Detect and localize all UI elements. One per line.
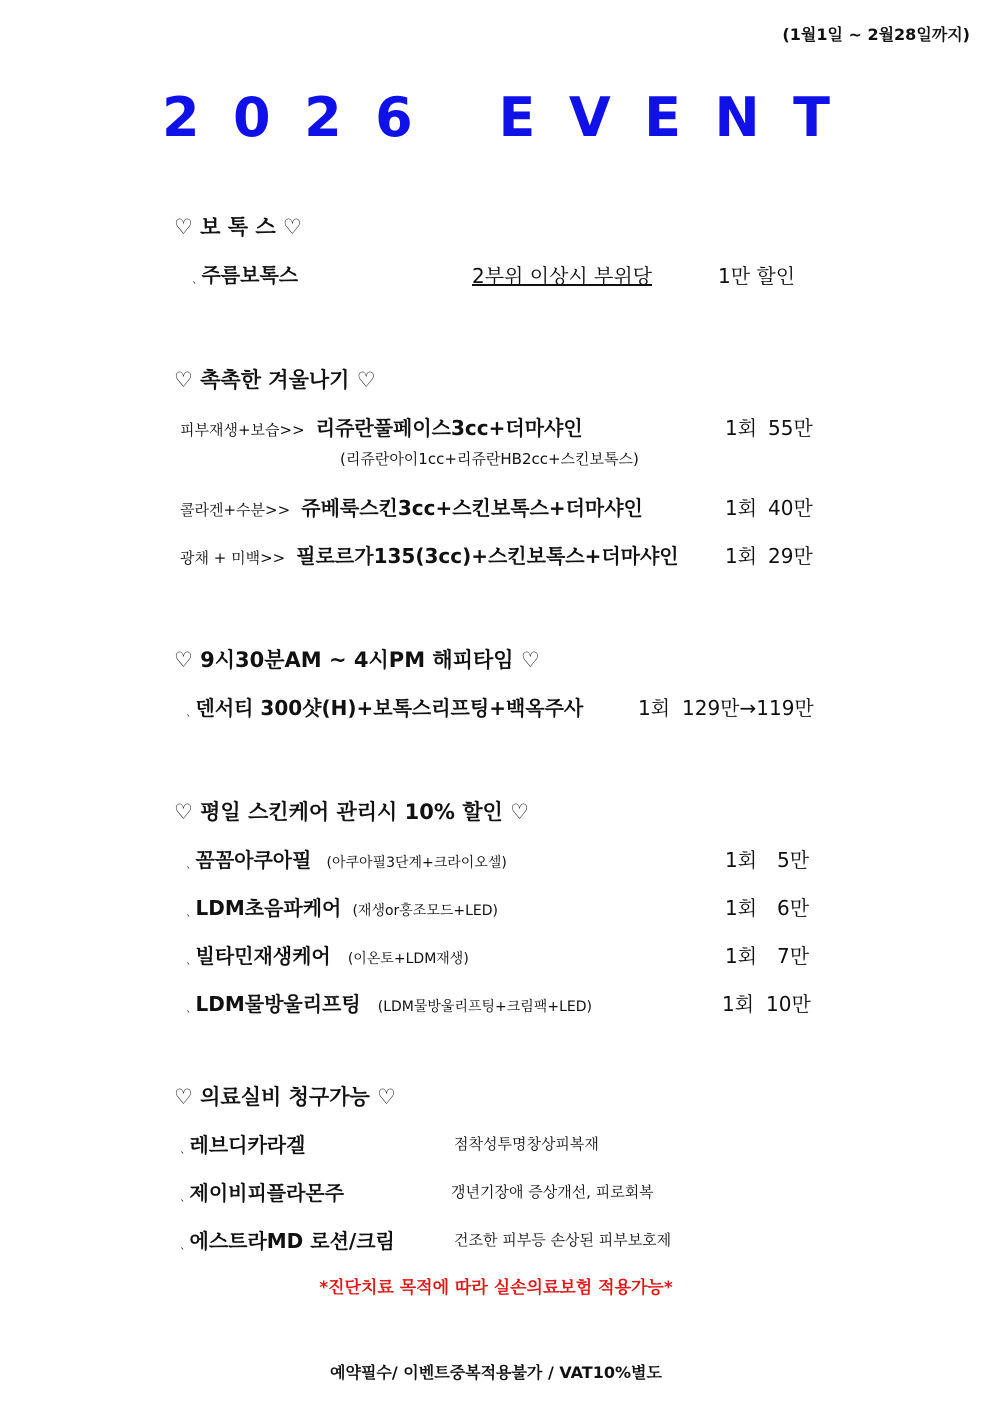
bullet-mark: ˎ xyxy=(186,1000,192,1013)
event-period: (1월1일 ~ 2월28일까지) xyxy=(782,25,970,44)
item-count: 1회 xyxy=(725,896,758,920)
item-name: 에스트라MD 로션/크림 xyxy=(189,1229,395,1253)
section-heading-happytime: ♡ 9시30분AM ~ 4시PM 해피타임 ♡ xyxy=(174,648,540,672)
insurance-note: *진단치료 목적에 따라 실손의료보험 적용가능* xyxy=(319,1278,673,1298)
bullet-mark: ˎ xyxy=(186,952,192,965)
item-name: LDM물방울리프팅 xyxy=(195,992,361,1016)
insurance-item xyxy=(180,1177,344,1206)
botox-discount: 1만 할인 xyxy=(718,264,796,288)
botox-item xyxy=(192,259,298,288)
item-name: 덴서티 300샷(H)+보톡스리프팅+백옥주사 xyxy=(195,696,584,720)
bullet-mark: ˎ xyxy=(186,904,192,917)
insurance-item xyxy=(180,1129,305,1158)
item-description: 건조한 피부등 손상된 피부보호제 xyxy=(454,1231,672,1249)
footer-notice: 예약필수/ 이벤트중복적용불가 / VAT10%별도 xyxy=(330,1363,662,1382)
weekday-item xyxy=(186,844,507,873)
weekday-item xyxy=(186,988,592,1017)
item-price: 10만 xyxy=(766,992,811,1016)
item-description: 점착성투명창상피복재 xyxy=(454,1135,599,1153)
item-name: 빌타민재생케어 xyxy=(195,944,331,968)
item-name: 주름보톡스 xyxy=(201,263,299,287)
item-price: 5만 xyxy=(777,848,810,872)
section-heading-winter: ♡ 촉촉한 겨울나기 ♡ xyxy=(174,368,376,392)
item-category: 콜라겐+수분>> xyxy=(180,501,291,519)
item-count: 1회 xyxy=(725,496,758,520)
item-name: 레브디카라겔 xyxy=(189,1133,306,1157)
winter-item xyxy=(180,412,583,441)
item-count: 1회 xyxy=(722,992,755,1016)
happytime-item xyxy=(186,692,583,721)
item-price: 55만 xyxy=(768,416,813,440)
item-price: 129만→119만 xyxy=(682,696,814,720)
item-count: 1회 xyxy=(638,696,671,720)
bullet-mark: ˎ xyxy=(186,856,192,869)
section-heading-botox: ♡ 보 톡 스 ♡ xyxy=(174,215,302,239)
item-price: 29만 xyxy=(768,544,813,568)
page-title: 2026 EVENT xyxy=(161,86,864,149)
weekday-item xyxy=(186,892,498,921)
winter-item xyxy=(180,540,679,569)
item-name: 필로르가135(3cc)+스킨보톡스+더마샤인 xyxy=(296,544,679,568)
item-detail: (리쥬란아이1cc+리쥬란HB2cc+스킨보톡스) xyxy=(340,450,639,468)
section-heading-weekday: ♡ 평일 스킨케어 관리시 10% 할인 ♡ xyxy=(174,800,529,824)
item-name: 쥬베룩스킨3cc+스킨보톡스+더마샤인 xyxy=(301,496,643,520)
item-detail: (재생or홍조모드+LED) xyxy=(352,903,498,919)
bullet-mark: ˎ xyxy=(192,271,198,284)
item-description: 갱년기장애 증상개선, 피로회복 xyxy=(451,1183,654,1201)
item-count: 1회 xyxy=(725,544,758,568)
item-name: LDM초음파케어 xyxy=(195,896,342,920)
bullet-mark: ˎ xyxy=(180,1189,186,1202)
item-category: 피부재생+보습>> xyxy=(180,421,305,439)
item-price: 40만 xyxy=(768,496,813,520)
section-heading-insurance: ♡ 의료실비 청구가능 ♡ xyxy=(174,1085,396,1109)
item-count: 1회 xyxy=(725,944,758,968)
bullet-mark: ˎ xyxy=(180,1237,186,1250)
bullet-mark: ˎ xyxy=(180,1141,186,1154)
item-category: 광채 + 미백>> xyxy=(180,549,286,567)
insurance-item xyxy=(180,1225,395,1254)
item-name: 꼼꼼아쿠아필 xyxy=(195,848,312,872)
winter-item xyxy=(180,492,643,521)
bullet-mark: ˎ xyxy=(186,704,192,717)
item-detail: (LDM물방울리프팅+크림팩+LED) xyxy=(377,999,592,1015)
weekday-item xyxy=(186,940,469,969)
item-name: 제이비피플라몬주 xyxy=(189,1181,345,1205)
item-count: 1회 xyxy=(725,416,758,440)
item-detail: (이온토+LDM재생) xyxy=(347,951,469,967)
botox-condition: 2부위 이상시 부위당 xyxy=(472,264,652,288)
item-detail: (아쿠아필3단계+크라이오셀) xyxy=(326,855,507,871)
item-count: 1회 xyxy=(725,848,758,872)
item-price: 6만 xyxy=(777,896,810,920)
item-price: 7만 xyxy=(777,944,810,968)
item-name: 리쥬란풀페이스3cc+더마샤인 xyxy=(315,416,583,440)
